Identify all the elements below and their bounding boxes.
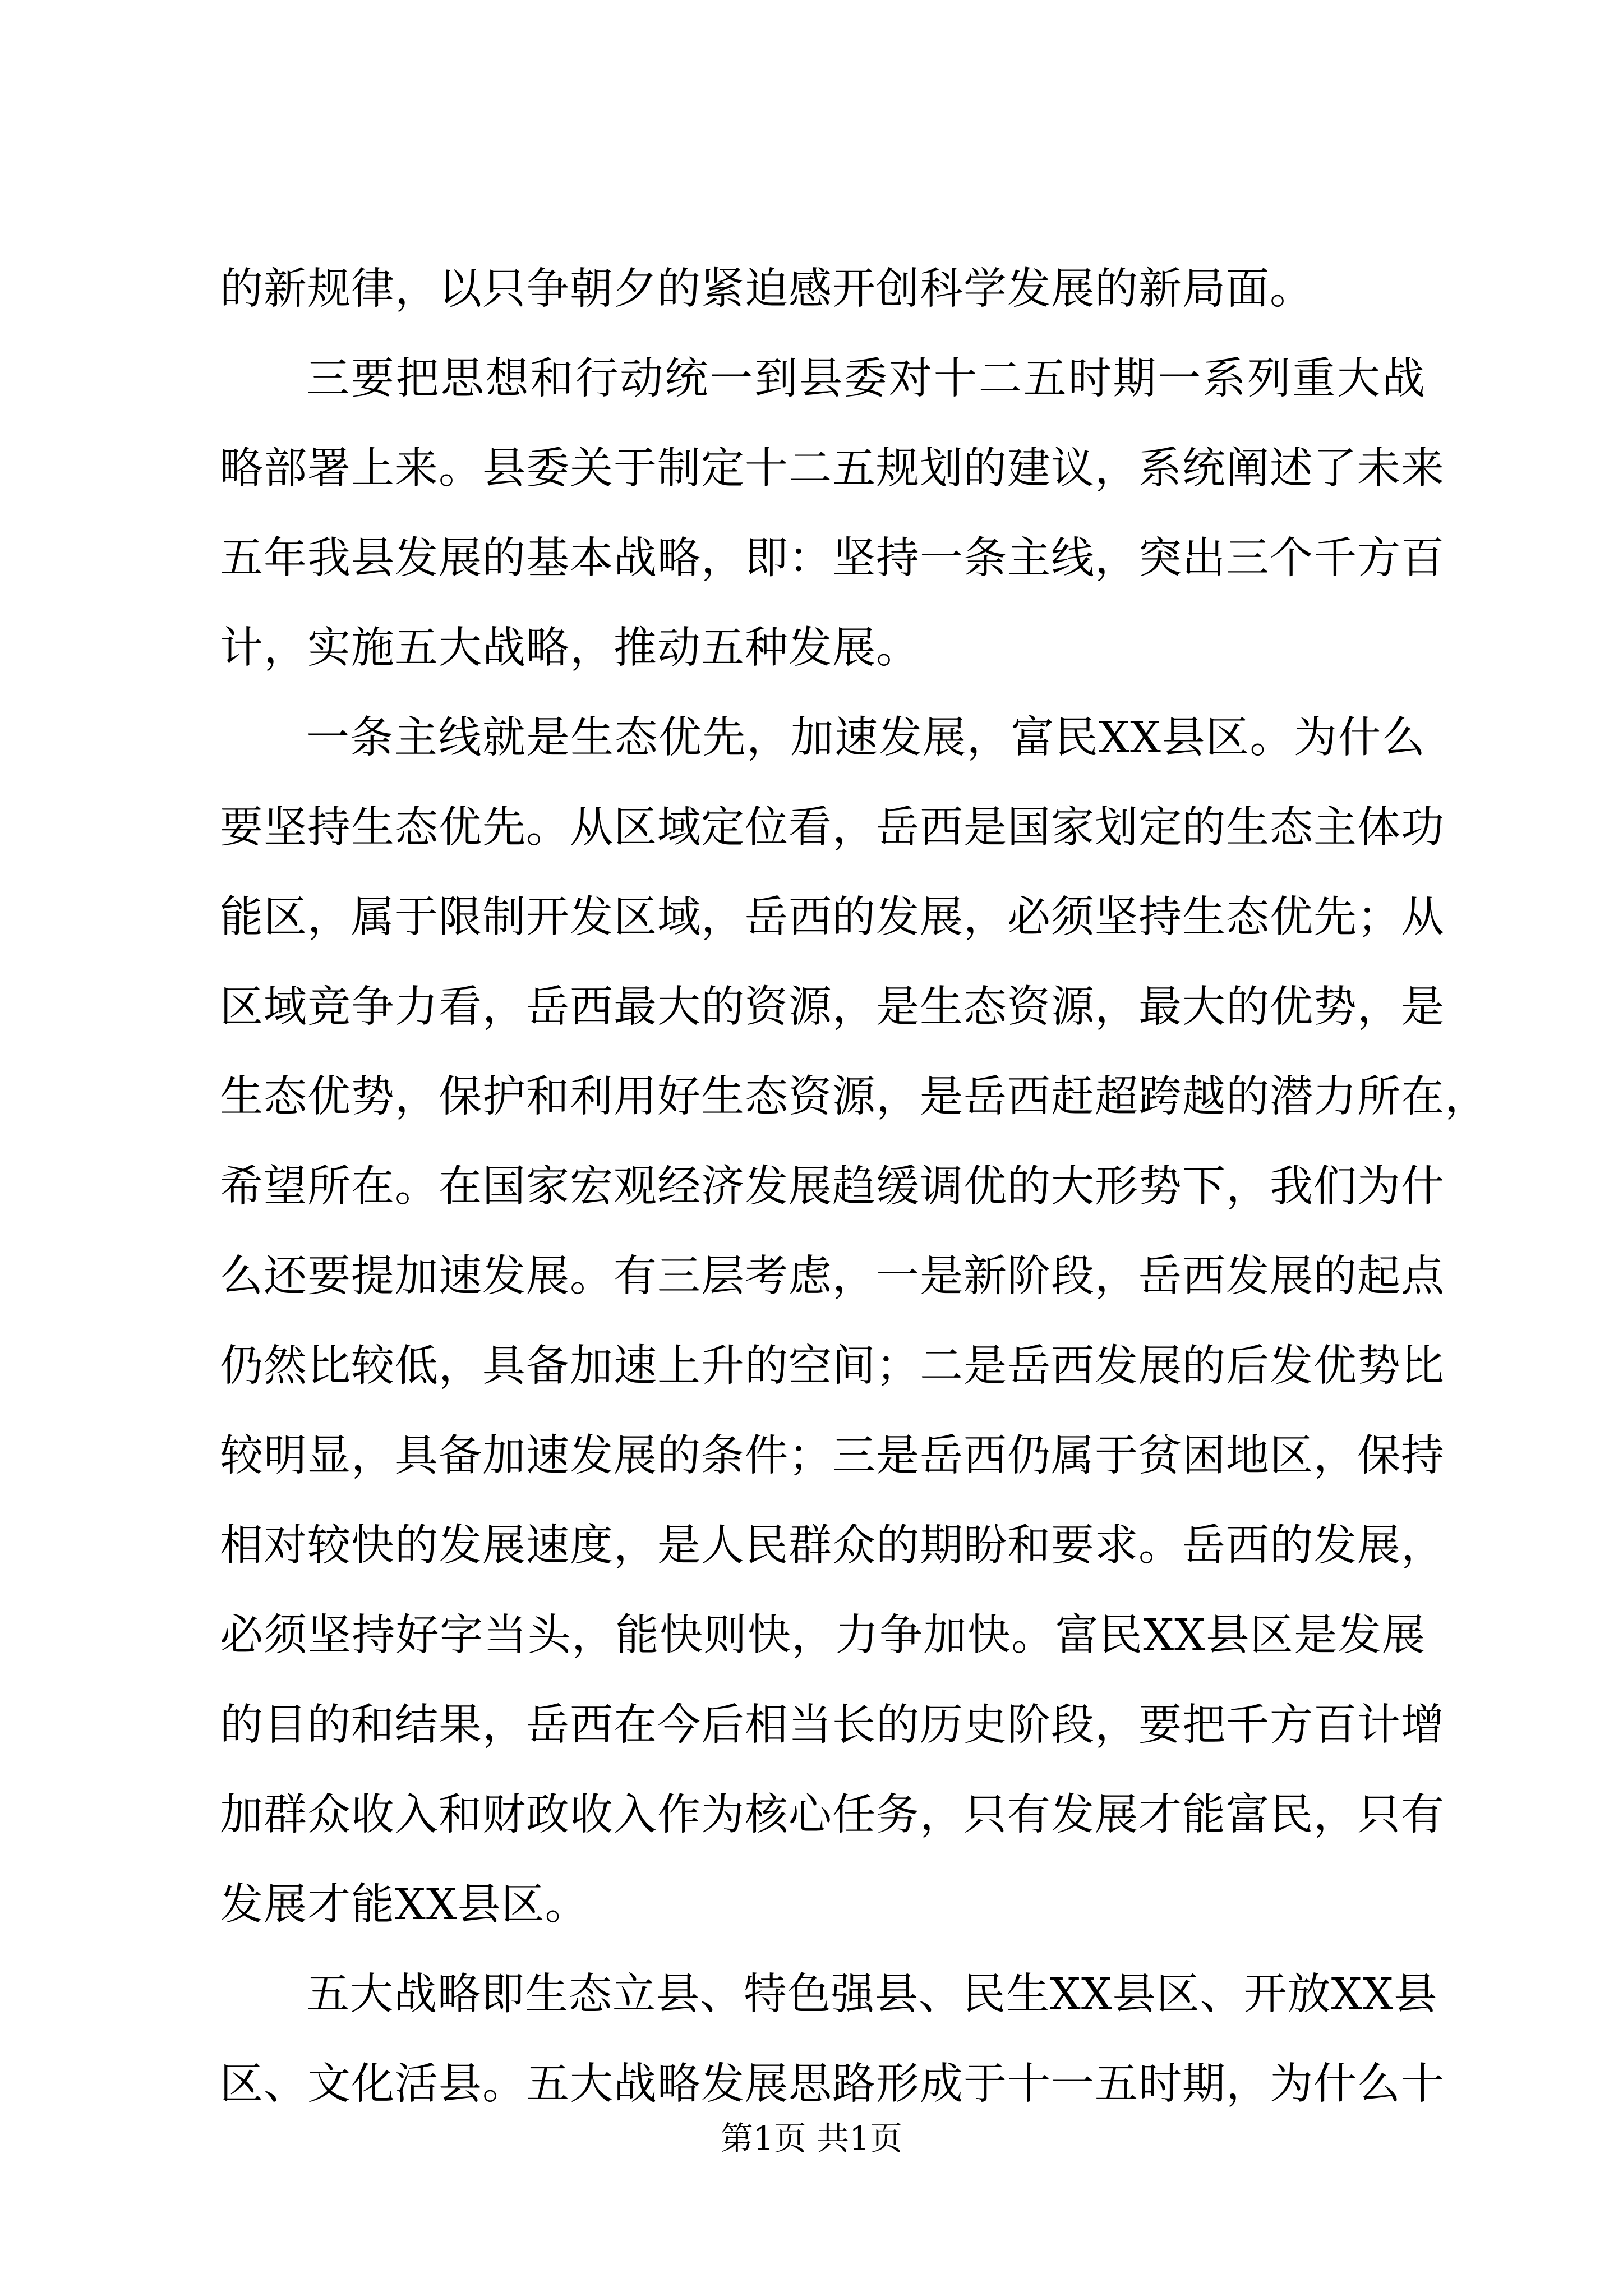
- text-line-18: 加群众收入和财政收入作为核心任务，只有发展才能富民，只有: [220, 1790, 1445, 1840]
- text-line-4: 五年我县发展的基本战略，即：坚持一条主线，突出三个千方百: [220, 533, 1445, 583]
- text-line-21: 区、文化活县。五大战略发展思路形成于十一五时期，为什么十: [220, 2059, 1445, 2109]
- text-line-9: 区域竞争力看，岳西最大的资源，是生态资源，最大的优势，是: [220, 982, 1445, 1032]
- text-line-6: 一条主线就是生态优先，加速发展，富民XX县区。为什么: [306, 713, 1426, 763]
- text-line-1: 的新规律，以只争朝夕的紧迫感开创科学发展的新局面。: [220, 264, 1313, 314]
- text-line-7: 要坚持生态优先。从区域定位看，岳西是国家划定的生态主体功: [220, 803, 1445, 853]
- text-line-3: 略部署上来。县委关于制定十二五规划的建议，系统阐述了未来: [220, 444, 1445, 494]
- text-line-11: 希望所在。在国家宏观经济发展趋缓调优的大形势下，我们为什: [220, 1162, 1445, 1212]
- text-line-15: 相对较快的发展速度，是人民群众的期盼和要求。岳西的发展，: [220, 1521, 1445, 1571]
- text-line-14: 较明显，具备加速发展的条件；三是岳西仍属于贫困地区，保持: [220, 1431, 1445, 1481]
- text-line-5: 计，实施五大战略，推动五种发展。: [220, 623, 920, 673]
- text-line-12: 么还要提加速发展。有三层考虑，一是新阶段，岳西发展的起点: [220, 1251, 1445, 1301]
- text-line-17: 的目的和结果，岳西在今后相当长的历史阶段，要把千方百计增: [220, 1700, 1445, 1750]
- text-line-19: 发展才能XX县区。: [220, 1880, 589, 1930]
- text-line-20: 五大战略即生态立县、特色强县、民生XX县区、开放XX县: [306, 1970, 1438, 2019]
- text-line-13: 仍然比较低，具备加速上升的空间；二是岳西发展的后发优势比: [220, 1341, 1445, 1391]
- page-footer: 第1页 共1页: [720, 2119, 903, 2157]
- text-line-2: 三要把思想和行动统一到县委对十二五时期一系列重大战: [306, 354, 1426, 404]
- text-line-16: 必须坚持好字当头，能快则快，力争加快。富民XX县区是发展: [220, 1611, 1426, 1660]
- text-line-10: 生态优势，保护和利用好生态资源，是岳西赶超跨越的潜力所在，: [220, 1072, 1488, 1122]
- text-line-8: 能区，属于限制开发区域，岳西的发展，必须坚持生态优先；从: [220, 892, 1445, 942]
